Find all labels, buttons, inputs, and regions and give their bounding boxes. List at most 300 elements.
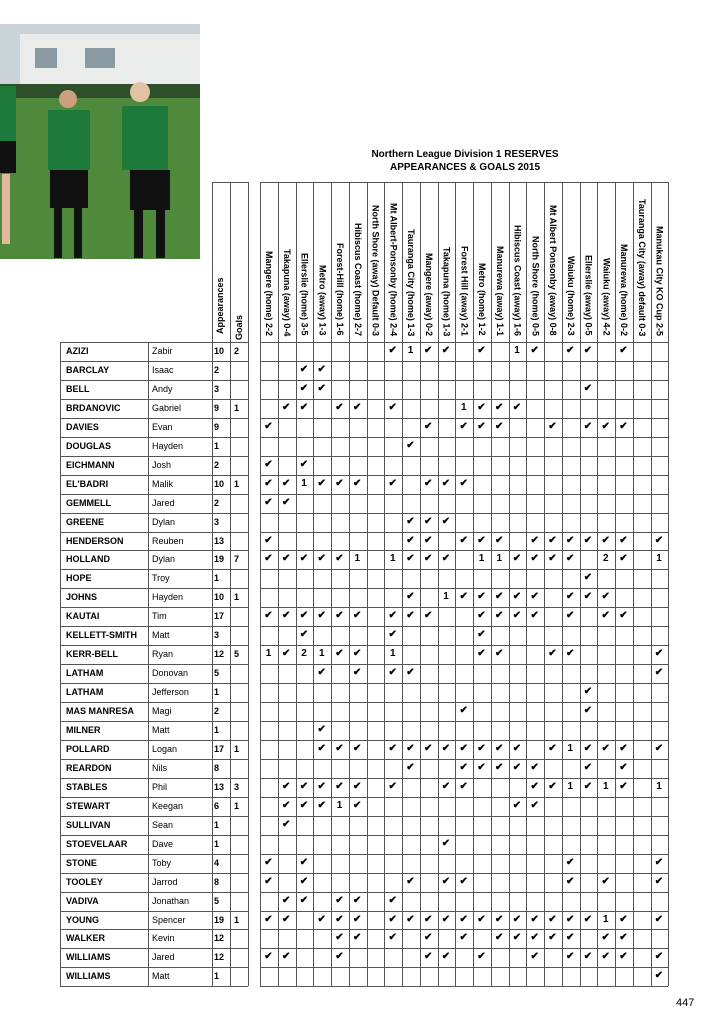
player-appearances: 6 <box>214 800 220 811</box>
appearance-check-mark: ✔ <box>530 761 539 773</box>
appearance-check-mark: ✔ <box>548 780 557 792</box>
grid-line <box>526 182 527 986</box>
player-last-name: KERR-BELL <box>66 649 118 660</box>
appearance-check-mark: ✔ <box>424 951 433 963</box>
player-last-name: VADIVA <box>66 895 99 906</box>
appearance-check-mark: ✔ <box>601 591 610 603</box>
appearance-check-mark: ✔ <box>441 515 451 527</box>
appearance-check-mark: ✔ <box>530 591 539 603</box>
player-appearances: 9 <box>214 421 220 432</box>
appearances-header: Appearances <box>215 277 225 334</box>
player-first-name: Ryan <box>152 649 174 660</box>
appearance-check-mark: ✔ <box>495 913 504 925</box>
appearance-check-mark: ✔ <box>512 761 522 773</box>
match-header: Ellerslie (home) 3-5 <box>299 253 310 336</box>
match-header: Forest-Hill (home) 1-6 <box>335 243 345 336</box>
appearance-check-mark: ✔ <box>583 705 593 717</box>
goals-scored-mark: 1 <box>389 648 396 660</box>
appearance-check-mark: ✔ <box>601 875 610 887</box>
player-last-name: KAUTAI <box>66 611 100 622</box>
player-goals: 1 <box>234 914 240 925</box>
player-last-name: TOOLEY <box>66 876 103 887</box>
goals-scored-mark: 1 <box>265 648 272 660</box>
player-last-name: BRDANOVIC <box>66 402 121 413</box>
appearance-check-mark: ✔ <box>441 345 451 356</box>
appearance-check-mark: ✔ <box>477 629 486 641</box>
player-first-name: Spencer <box>152 914 186 925</box>
appearance-check-mark: ✔ <box>495 761 504 773</box>
goals-scored-mark: 1 <box>656 553 662 565</box>
player-appearances: 17 <box>214 743 225 754</box>
appearance-check-mark: ✔ <box>654 742 664 754</box>
appearance-check-mark: ✔ <box>583 913 593 925</box>
match-header: Hibiscus Coast (away) 1-6 <box>512 224 523 336</box>
appearance-check-mark: ✔ <box>619 951 628 963</box>
appearance-check-mark: ✔ <box>335 648 344 660</box>
appearance-check-mark: ✔ <box>601 932 610 944</box>
player-goals: 1 <box>234 800 240 811</box>
player-first-name: Andy <box>152 383 173 394</box>
player-first-name: Matt <box>152 630 170 641</box>
appearance-check-mark: ✔ <box>353 932 362 944</box>
goals-scored-mark: 2 <box>301 648 307 660</box>
grid-line <box>260 626 668 627</box>
goals-scored-mark: 1 <box>514 345 520 356</box>
player-appearances: 4 <box>214 857 220 868</box>
appearance-check-mark: ✔ <box>335 894 344 906</box>
match-header: Manurewa (home) 0-2 <box>619 243 629 336</box>
player-first-name: Phil <box>152 781 168 792</box>
player-appearances: 13 <box>214 535 225 546</box>
appearance-check-mark: ✔ <box>512 553 522 565</box>
grid-line <box>313 182 314 986</box>
player-first-name: Jared <box>152 497 175 508</box>
player-appearances: 12 <box>214 649 225 660</box>
player-first-name: Malik <box>152 478 174 489</box>
appearance-check-mark: ✔ <box>654 970 664 982</box>
goals-header: Goals <box>234 314 244 340</box>
player-last-name: AZIZI <box>66 346 89 356</box>
player-appearances: 8 <box>214 762 220 773</box>
appearance-check-mark: ✔ <box>353 610 362 622</box>
grid-line <box>260 456 668 457</box>
match-header: Manurewa (away) 1-1 <box>494 245 505 336</box>
appearance-check-mark: ✔ <box>335 742 344 754</box>
player-appearances: 10 <box>214 592 225 603</box>
player-first-name: Isaac <box>152 364 174 375</box>
match-header: Manukau City KO Cup 2-5 <box>654 225 665 336</box>
player-appearances: 1 <box>214 971 220 982</box>
player-last-name: REARDON <box>66 762 112 773</box>
goals-scored-mark: 1 <box>656 780 662 792</box>
grid-line <box>455 182 456 986</box>
appearance-check-mark: ✔ <box>406 515 415 527</box>
appearance-check-mark: ✔ <box>583 382 593 394</box>
appearance-check-mark: ✔ <box>619 780 628 792</box>
player-goals: 7 <box>234 554 240 565</box>
appearance-check-mark: ✔ <box>424 534 433 546</box>
appearance-check-mark: ✔ <box>388 932 397 944</box>
appearance-check-mark: ✔ <box>441 553 451 565</box>
appearance-check-mark: ✔ <box>583 534 593 546</box>
appearance-check-mark: ✔ <box>619 742 628 754</box>
match-header: Metro (away) 1-3 <box>317 265 328 336</box>
appearance-check-mark: ✔ <box>495 401 504 413</box>
grid-line <box>260 569 668 570</box>
appearance-check-mark: ✔ <box>317 477 326 489</box>
appearance-check-mark: ✔ <box>282 496 291 508</box>
match-header: Takapuna (home) 1-3 <box>441 246 452 336</box>
player-last-name: MAS MANRESA <box>66 706 135 717</box>
match-header: Waiuku (home) 2-3 <box>565 256 576 336</box>
appearance-check-mark: ✔ <box>530 799 539 811</box>
appearance-check-mark: ✔ <box>388 629 397 641</box>
appearance-check-mark: ✔ <box>388 894 397 906</box>
player-last-name: POLLARD <box>66 743 110 754</box>
match-header: Hibiscus Coast (home) 2-7 <box>352 222 363 336</box>
appearance-check-mark: ✔ <box>566 932 575 944</box>
appearance-check-mark: ✔ <box>282 913 291 925</box>
appearance-check-mark: ✔ <box>512 401 522 413</box>
player-appearances: 19 <box>214 554 225 565</box>
player-last-name: BARCLAY <box>66 364 110 375</box>
match-header: Metro (home) 1-2 <box>477 263 487 336</box>
player-first-name: Logan <box>152 743 178 754</box>
match-header: Takapuna (away) 0-4 <box>281 248 292 336</box>
player-appearances: 5 <box>214 895 220 906</box>
appearance-check-mark: ✔ <box>353 667 362 679</box>
appearance-check-mark: ✔ <box>282 780 291 792</box>
title-line-2: APPEARANCES & GOALS 2015 <box>389 162 541 173</box>
appearance-check-mark: ✔ <box>317 667 326 679</box>
goals-scored-mark: 1 <box>602 780 609 792</box>
match-header: Ellerslie (away) 0-5 <box>583 255 594 336</box>
appearance-check-mark: ✔ <box>459 761 468 773</box>
appearance-check-mark: ✔ <box>477 742 486 754</box>
grid-line <box>260 892 668 893</box>
match-header: North Shore (home) 0-5 <box>530 235 541 336</box>
appearance-check-mark: ✔ <box>406 761 415 773</box>
appearance-check-mark: ✔ <box>299 363 309 375</box>
appearance-check-mark: ✔ <box>299 553 309 565</box>
appearance-check-mark: ✔ <box>459 420 468 432</box>
player-appearances: 17 <box>214 611 225 622</box>
appearance-check-mark: ✔ <box>548 742 557 754</box>
appearance-check-mark: ✔ <box>477 420 486 432</box>
appearance-check-mark: ✔ <box>353 477 362 489</box>
goals-scored-mark: 1 <box>478 553 485 565</box>
player-appearances: 1 <box>214 725 220 735</box>
player-appearances: 9 <box>214 402 220 413</box>
appearance-check-mark: ✔ <box>654 913 664 925</box>
grid-line <box>148 342 149 986</box>
appearance-check-mark: ✔ <box>548 534 557 546</box>
appearance-check-mark: ✔ <box>619 761 628 773</box>
appearance-check-mark: ✔ <box>583 761 593 773</box>
appearance-check-mark: ✔ <box>619 913 628 925</box>
player-appearances: 12 <box>214 933 225 944</box>
player-appearances: 1 <box>214 838 220 849</box>
appearance-check-mark: ✔ <box>282 477 291 489</box>
appearance-check-mark: ✔ <box>335 932 344 944</box>
goals-scored-mark: 1 <box>301 477 307 489</box>
appearance-check-mark: ✔ <box>406 610 415 622</box>
appearance-check-mark: ✔ <box>583 420 593 432</box>
appearance-check-mark: ✔ <box>477 401 486 413</box>
appearance-check-mark: ✔ <box>388 913 397 925</box>
goals-scored-mark: 1 <box>567 742 574 754</box>
player-last-name: GREENE <box>66 516 105 527</box>
appearance-check-mark: ✔ <box>583 345 593 356</box>
appearance-check-mark: ✔ <box>530 780 539 792</box>
appearance-check-mark: ✔ <box>459 591 468 603</box>
player-first-name: Jonathan <box>152 895 190 906</box>
page-number: 447 <box>676 997 695 1009</box>
player-goals: 1 <box>234 402 240 413</box>
player-appearances: 1 <box>214 687 220 698</box>
player-last-name: GEMMELL <box>66 497 111 508</box>
appearance-check-mark: ✔ <box>406 875 415 887</box>
appearance-check-mark: ✔ <box>654 875 664 887</box>
appearance-check-mark: ✔ <box>459 875 468 887</box>
appearance-check-mark: ✔ <box>317 363 326 375</box>
appearance-check-mark: ✔ <box>441 837 451 849</box>
appearance-check-mark: ✔ <box>654 648 664 660</box>
appearance-check-mark: ✔ <box>406 439 415 451</box>
appearance-check-mark: ✔ <box>477 345 486 356</box>
match-header: Forest Hill (away) 2-1 <box>459 245 470 336</box>
grid-line <box>491 182 492 986</box>
grid-line <box>60 986 248 987</box>
appearance-check-mark: ✔ <box>459 913 468 925</box>
appearance-check-mark: ✔ <box>406 591 415 603</box>
appearance-check-mark: ✔ <box>406 667 415 679</box>
player-last-name: LATHAM <box>66 687 104 698</box>
appearance-check-mark: ✔ <box>299 856 309 868</box>
player-last-name: BELL <box>66 383 90 394</box>
player-first-name: Dave <box>152 838 174 849</box>
appearance-check-mark: ✔ <box>353 401 362 413</box>
grid-line <box>278 182 279 986</box>
appearance-check-mark: ✔ <box>583 780 593 792</box>
goals-scored-mark: 2 <box>602 553 609 565</box>
appearance-check-mark: ✔ <box>424 345 433 356</box>
player-first-name: Hayden <box>152 592 184 603</box>
player-last-name: MILNER <box>66 725 101 735</box>
appearance-check-mark: ✔ <box>317 724 326 735</box>
appearance-check-mark: ✔ <box>459 932 468 944</box>
grid-line <box>260 342 668 343</box>
player-first-name: Zabir <box>152 346 173 356</box>
appearance-check-mark: ✔ <box>424 515 433 527</box>
appearance-check-mark: ✔ <box>477 610 486 622</box>
appearance-check-mark: ✔ <box>583 686 593 698</box>
appearance-check-mark: ✔ <box>654 856 664 868</box>
appearance-check-mark: ✔ <box>530 345 539 356</box>
grid-line <box>615 182 616 986</box>
appearance-check-mark: ✔ <box>424 477 433 489</box>
appearance-check-mark: ✔ <box>459 780 468 792</box>
appearance-check-mark: ✔ <box>335 477 344 489</box>
player-appearances: 8 <box>214 876 220 887</box>
appearance-check-mark: ✔ <box>388 742 397 754</box>
appearance-check-mark: ✔ <box>654 667 664 679</box>
player-last-name: YOUNG <box>66 914 100 925</box>
player-appearances: 3 <box>214 383 220 394</box>
appearance-check-mark: ✔ <box>406 553 415 565</box>
grid-line <box>260 816 668 817</box>
appearance-check-mark: ✔ <box>619 610 628 622</box>
appearance-check-mark: ✔ <box>441 913 451 925</box>
player-appearances: 2 <box>214 497 220 508</box>
appearance-check-mark: ✔ <box>299 610 309 622</box>
grid-line <box>633 182 634 986</box>
appearance-check-mark: ✔ <box>566 856 575 868</box>
appearance-check-mark: ✔ <box>264 913 273 925</box>
player-last-name: STOEVELAAR <box>66 838 128 849</box>
grid-line <box>509 182 510 986</box>
appearance-check-mark: ✔ <box>406 913 415 925</box>
player-appearances: 2 <box>214 364 220 375</box>
grid-line <box>212 182 213 986</box>
appearance-check-mark: ✔ <box>583 591 593 603</box>
appearance-check-mark: ✔ <box>459 742 468 754</box>
appearance-check-mark: ✔ <box>424 742 433 754</box>
player-appearances: 1 <box>214 573 220 584</box>
appearance-check-mark: ✔ <box>335 401 344 413</box>
player-first-name: Josh <box>152 459 172 470</box>
grid-line <box>60 342 61 986</box>
grid-line <box>331 182 332 986</box>
player-first-name: Dylan <box>152 554 176 565</box>
appearance-check-mark: ✔ <box>282 553 291 565</box>
appearance-check-mark: ✔ <box>441 951 451 963</box>
player-goals: 2 <box>234 346 240 356</box>
appearance-check-mark: ✔ <box>282 818 291 830</box>
appearance-check-mark: ✔ <box>566 875 575 887</box>
player-last-name: DOUGLAS <box>66 440 111 451</box>
appearance-check-mark: ✔ <box>441 875 451 887</box>
appearance-check-mark: ✔ <box>566 534 575 546</box>
appearance-check-mark: ✔ <box>530 553 539 565</box>
appearance-check-mark: ✔ <box>601 742 610 754</box>
grid-line <box>384 182 385 986</box>
appearance-check-mark: ✔ <box>530 932 539 944</box>
appearance-check-mark: ✔ <box>495 591 504 603</box>
appearance-check-mark: ✔ <box>282 648 291 660</box>
appearance-check-mark: ✔ <box>388 610 397 622</box>
player-first-name: Toby <box>152 857 172 868</box>
player-first-name: Hayden <box>152 440 184 451</box>
player-last-name: WILLIAMS <box>66 971 111 982</box>
appearance-check-mark: ✔ <box>619 420 628 432</box>
player-goals: 1 <box>234 478 240 489</box>
appearance-check-mark: ✔ <box>495 742 504 754</box>
appearance-check-mark: ✔ <box>548 420 557 432</box>
grid-line <box>260 854 668 855</box>
appearance-check-mark: ✔ <box>282 951 291 963</box>
appearance-check-mark: ✔ <box>335 913 344 925</box>
appearance-check-mark: ✔ <box>388 401 397 413</box>
player-first-name: Jared <box>152 952 175 963</box>
appearance-check-mark: ✔ <box>353 913 362 925</box>
goals-scored-mark: 1 <box>336 799 343 811</box>
appearance-check-mark: ✔ <box>459 534 468 546</box>
player-appearances: 10 <box>214 478 225 489</box>
goals-scored-mark: 1 <box>602 913 609 925</box>
goals-scored-mark: 1 <box>443 591 449 603</box>
appearance-check-mark: ✔ <box>619 534 628 546</box>
match-header: Tauranga City (away) default 0-3 <box>636 198 647 336</box>
appearance-check-mark: ✔ <box>477 761 486 773</box>
grid-line <box>438 182 439 986</box>
grid-line <box>260 986 668 987</box>
appearance-check-mark: ✔ <box>512 932 522 944</box>
grid-line <box>668 182 669 986</box>
appearance-check-mark: ✔ <box>548 913 557 925</box>
appearance-check-mark: ✔ <box>583 572 593 584</box>
appearance-check-mark: ✔ <box>619 345 628 356</box>
player-goals: 3 <box>234 781 240 792</box>
goals-scored-mark: 1 <box>407 345 414 356</box>
appearance-check-mark: ✔ <box>388 477 397 489</box>
appearance-check-mark: ✔ <box>317 553 326 565</box>
player-goals: 1 <box>234 743 240 754</box>
appearance-check-mark: ✔ <box>264 534 273 546</box>
appearance-check-mark: ✔ <box>512 913 522 925</box>
appearance-check-mark: ✔ <box>495 534 504 546</box>
appearance-check-mark: ✔ <box>388 667 397 679</box>
goals-scored-mark: 1 <box>496 553 503 565</box>
appearance-check-mark: ✔ <box>601 610 610 622</box>
player-first-name: Magi <box>152 706 172 717</box>
appearance-check-mark: ✔ <box>264 951 273 963</box>
appearance-check-mark: ✔ <box>353 780 362 792</box>
title-line-1: Northern League Division 1 RESERVES <box>371 149 559 160</box>
grid-line <box>367 182 368 986</box>
grid-line <box>402 182 403 986</box>
player-last-name: HENDERSON <box>66 535 124 546</box>
team-photo <box>0 24 200 259</box>
appearance-check-mark: ✔ <box>654 534 664 546</box>
appearance-check-mark: ✔ <box>335 780 344 792</box>
player-last-name: HOLLAND <box>66 554 110 565</box>
grid-line <box>260 182 668 183</box>
player-first-name: Gabriel <box>152 402 182 413</box>
appearance-check-mark: ✔ <box>548 932 557 944</box>
player-appearances: 13 <box>214 781 225 792</box>
goals-scored-mark: 1 <box>318 648 325 660</box>
appearance-check-mark: ✔ <box>282 894 291 906</box>
player-first-name: Nils <box>152 762 167 773</box>
appearance-check-mark: ✔ <box>317 382 326 394</box>
appearance-check-mark: ✔ <box>566 913 575 925</box>
player-last-name: HOPE <box>66 573 92 584</box>
appearance-check-mark: ✔ <box>282 610 291 622</box>
player-last-name: WILLIAMS <box>66 952 111 963</box>
appearance-check-mark: ✔ <box>264 856 273 868</box>
grid-line <box>544 182 545 986</box>
appearance-check-mark: ✔ <box>530 951 539 963</box>
grid-line <box>260 683 668 684</box>
appearance-check-mark: ✔ <box>299 875 309 887</box>
goals-scored-mark: 1 <box>389 553 396 565</box>
appearance-check-mark: ✔ <box>317 780 326 792</box>
appearance-check-mark: ✔ <box>601 534 610 546</box>
player-appearances: 1 <box>214 440 220 451</box>
player-first-name: Tim <box>152 611 167 622</box>
grid-line <box>349 182 350 986</box>
